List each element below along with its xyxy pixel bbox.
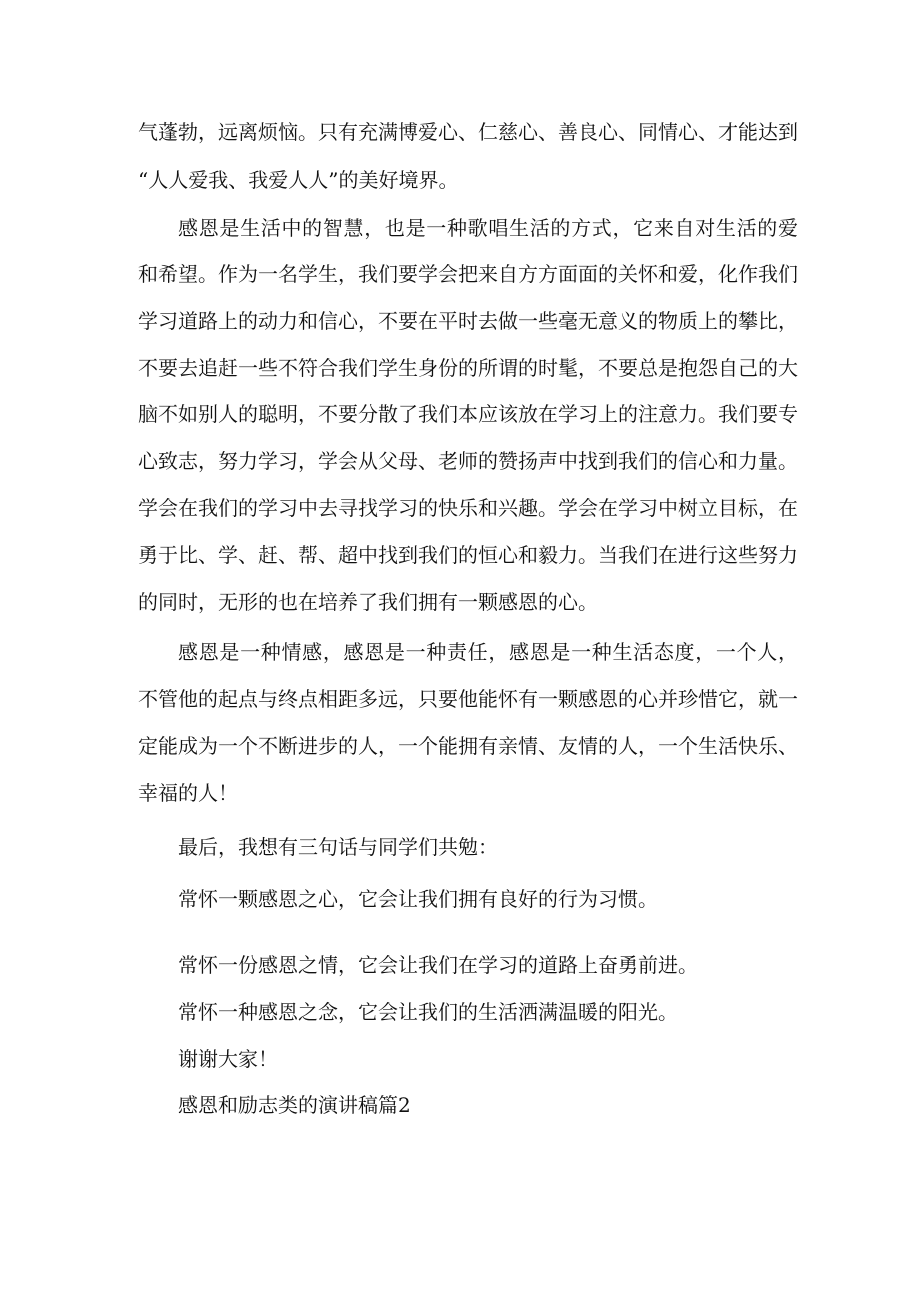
paragraph-line: 不管他的起点与终点相距多远，只要他能怀有一颗感恩的心并珍惜它，就一 xyxy=(138,687,798,711)
motto-line: 常怀一颗感恩之心，它会让我们拥有良好的行为习惯。 xyxy=(178,887,658,911)
paragraph-line: 不要去追赶一些不符合我们学生身份的所谓的时髦，不要总是抱怨自己的大 xyxy=(138,356,798,380)
paragraph-line: 感恩是生活中的智慧，也是一种歌唱生活的方式，它来自对生活的爱 xyxy=(178,216,798,240)
paragraph-line: 学习道路上的动力和信心，不要在平时去做一些毫无意义的物质上的攀比， xyxy=(138,309,798,333)
paragraph-line: 幸福的人！ xyxy=(138,781,238,805)
paragraph-line: 气蓬勃，远离烦恼。只有充满博爱心、仁慈心、善良心、同情心、才能达到 xyxy=(138,120,798,144)
paragraph-line: 心致志，努力学习，学会从父母、老师的赞扬声中找到我们的信心和力量。 xyxy=(138,449,798,473)
paragraph-line: 勇于比、学、赶、帮、超中找到我们的恒心和毅力。当我们在进行这些努力 xyxy=(138,543,798,567)
paragraph-line: 和希望。作为一名学生，我们要学会把来自方方面面的关怀和爱，化作我们 xyxy=(138,262,798,286)
paragraph-line: 感恩是一种情感，感恩是一种责任，感恩是一种生活态度，一个人， xyxy=(178,640,798,664)
paragraph-line: “人人爱我、我爱人人”的美好境界。 xyxy=(138,168,459,192)
motto-line: 常怀一种感恩之念，它会让我们的生活洒满温暖的阳光。 xyxy=(178,1000,678,1024)
motto-line: 常怀一份感恩之情，它会让我们在学习的道路上奋勇前进。 xyxy=(178,953,698,977)
paragraph-line: 定能成为一个不断进步的人，一个能拥有亲情、友情的人，一个生活快乐、 xyxy=(138,734,798,758)
closing-intro: 最后，我想有三句话与同学们共勉： xyxy=(178,835,498,859)
paragraph-line: 学会在我们的学习中去寻找学习的快乐和兴趣。学会在学习中树立目标，在 xyxy=(138,496,798,520)
section-heading: 感恩和励志类的演讲稿篇2 xyxy=(178,1093,411,1117)
paragraph-line: 脑不如别人的聪明，不要分散了我们本应该放在学习上的注意力。我们要专 xyxy=(138,402,798,426)
thanks-line: 谢谢大家！ xyxy=(178,1047,278,1071)
paragraph-line: 的同时，无形的也在培养了我们拥有一颗感恩的心。 xyxy=(138,590,598,614)
